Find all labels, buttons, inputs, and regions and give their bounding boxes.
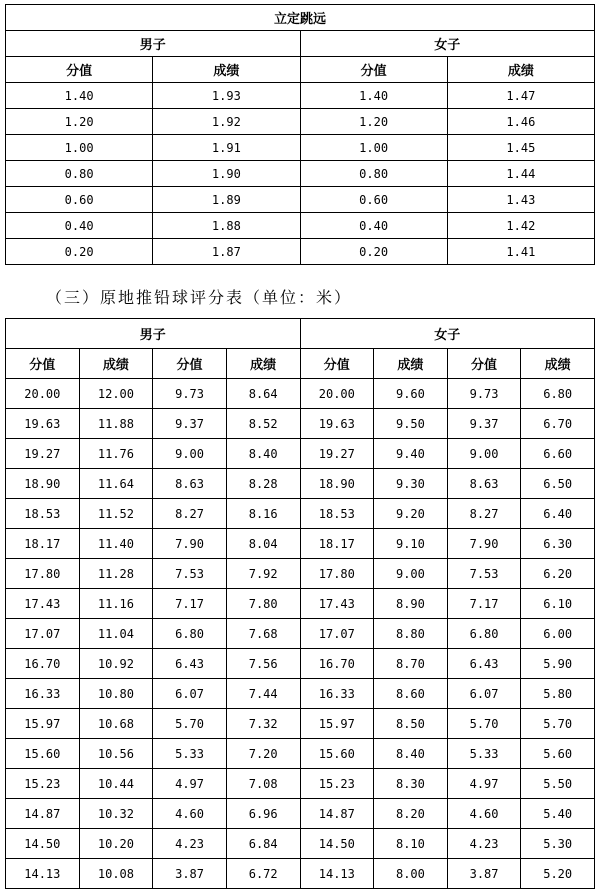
score-cell: 17.43 <box>6 589 80 619</box>
column-header-score: 分值 <box>300 57 447 83</box>
table-row <box>6 409 595 439</box>
shot-put-table <box>5 318 595 889</box>
score-cell: 7.53 <box>447 559 521 589</box>
score-cell: 9.37 <box>447 409 521 439</box>
male-group-header: 男子 <box>6 319 301 349</box>
score-cell: 0.40 <box>6 213 153 239</box>
column-header-result: 成绩 <box>226 349 300 379</box>
table-row <box>6 649 595 679</box>
result-cell: 11.88 <box>79 409 153 439</box>
score-cell: 6.07 <box>153 679 227 709</box>
result-cell: 1.47 <box>447 83 594 109</box>
result-cell: 11.64 <box>79 469 153 499</box>
table-row <box>6 589 595 619</box>
result-cell: 9.20 <box>374 499 448 529</box>
score-cell: 20.00 <box>300 379 374 409</box>
result-cell: 1.43 <box>447 187 594 213</box>
score-cell: 0.60 <box>300 187 447 213</box>
score-cell: 18.90 <box>300 469 374 499</box>
result-cell: 9.00 <box>374 559 448 589</box>
result-cell: 11.76 <box>79 439 153 469</box>
result-cell: 8.28 <box>226 469 300 499</box>
score-cell: 8.27 <box>447 499 521 529</box>
result-cell: 8.90 <box>374 589 448 619</box>
result-cell: 8.70 <box>374 649 448 679</box>
result-cell: 5.50 <box>521 769 595 799</box>
standing-jump-rows <box>6 83 595 265</box>
result-cell: 6.60 <box>521 439 595 469</box>
result-cell: 6.72 <box>226 859 300 889</box>
table-row <box>6 829 595 859</box>
result-cell: 6.70 <box>521 409 595 439</box>
score-cell: 5.70 <box>153 709 227 739</box>
result-cell: 1.91 <box>153 135 300 161</box>
table-row <box>6 709 595 739</box>
table-row <box>6 799 595 829</box>
result-cell: 8.52 <box>226 409 300 439</box>
score-cell: 14.50 <box>6 829 80 859</box>
score-cell: 19.63 <box>6 409 80 439</box>
score-cell: 5.33 <box>447 739 521 769</box>
score-cell: 5.70 <box>447 709 521 739</box>
result-cell: 8.80 <box>374 619 448 649</box>
score-cell: 3.87 <box>447 859 521 889</box>
score-cell: 1.00 <box>300 135 447 161</box>
table-row <box>6 769 595 799</box>
column-header-score: 分值 <box>6 349 80 379</box>
column-header-result: 成绩 <box>374 349 448 379</box>
score-cell: 0.40 <box>300 213 447 239</box>
score-cell: 7.17 <box>153 589 227 619</box>
score-cell: 7.90 <box>153 529 227 559</box>
score-cell: 0.80 <box>6 161 153 187</box>
result-cell: 9.60 <box>374 379 448 409</box>
result-cell: 6.80 <box>521 379 595 409</box>
result-cell: 6.20 <box>521 559 595 589</box>
result-cell: 7.08 <box>226 769 300 799</box>
score-cell: 9.73 <box>447 379 521 409</box>
column-header-result: 成绩 <box>153 57 300 83</box>
result-cell: 10.92 <box>79 649 153 679</box>
score-cell: 15.97 <box>300 709 374 739</box>
result-cell: 1.93 <box>153 83 300 109</box>
score-cell: 18.17 <box>300 529 374 559</box>
score-cell: 15.23 <box>6 769 80 799</box>
column-header-score: 分值 <box>6 57 153 83</box>
score-cell: 14.13 <box>300 859 374 889</box>
score-cell: 14.13 <box>6 859 80 889</box>
score-cell: 4.97 <box>447 769 521 799</box>
result-cell: 5.70 <box>521 709 595 739</box>
score-cell: 9.00 <box>447 439 521 469</box>
result-cell: 7.44 <box>226 679 300 709</box>
standing-jump-table <box>5 4 595 265</box>
result-cell: 8.64 <box>226 379 300 409</box>
score-cell: 19.27 <box>300 439 374 469</box>
score-cell: 6.07 <box>447 679 521 709</box>
table-row <box>6 679 595 709</box>
result-cell: 10.44 <box>79 769 153 799</box>
result-cell: 8.16 <box>226 499 300 529</box>
result-cell: 6.96 <box>226 799 300 829</box>
score-cell: 4.23 <box>447 829 521 859</box>
result-cell: 1.92 <box>153 109 300 135</box>
result-cell: 11.40 <box>79 529 153 559</box>
result-cell: 7.68 <box>226 619 300 649</box>
score-cell: 9.00 <box>153 439 227 469</box>
score-cell: 4.97 <box>153 769 227 799</box>
score-cell: 19.27 <box>6 439 80 469</box>
table-row <box>6 739 595 769</box>
score-cell: 14.87 <box>300 799 374 829</box>
result-cell: 1.90 <box>153 161 300 187</box>
score-cell: 16.33 <box>300 679 374 709</box>
score-cell: 4.60 <box>153 799 227 829</box>
result-cell: 7.56 <box>226 649 300 679</box>
score-cell: 7.17 <box>447 589 521 619</box>
result-cell: 6.84 <box>226 829 300 859</box>
score-cell: 17.80 <box>300 559 374 589</box>
male-group-header: 男子 <box>6 31 301 57</box>
result-cell: 8.50 <box>374 709 448 739</box>
score-cell: 6.80 <box>447 619 521 649</box>
result-cell: 10.68 <box>79 709 153 739</box>
result-cell: 8.30 <box>374 769 448 799</box>
result-cell: 8.60 <box>374 679 448 709</box>
result-cell: 5.90 <box>521 649 595 679</box>
result-cell: 10.08 <box>79 859 153 889</box>
column-header-result: 成绩 <box>447 57 594 83</box>
table-row <box>6 161 595 187</box>
score-cell: 18.17 <box>6 529 80 559</box>
result-cell: 7.92 <box>226 559 300 589</box>
score-cell: 7.90 <box>447 529 521 559</box>
result-cell: 1.45 <box>447 135 594 161</box>
table-row <box>6 83 595 109</box>
score-cell: 18.53 <box>6 499 80 529</box>
result-cell: 1.41 <box>447 239 594 265</box>
result-cell: 1.44 <box>447 161 594 187</box>
result-cell: 10.20 <box>79 829 153 859</box>
table-row <box>6 859 595 889</box>
result-cell: 6.10 <box>521 589 595 619</box>
female-group-header: 女子 <box>300 319 595 349</box>
table-row <box>6 239 595 265</box>
score-cell: 6.43 <box>447 649 521 679</box>
table-row <box>6 439 595 469</box>
score-cell: 5.33 <box>153 739 227 769</box>
score-cell: 1.20 <box>300 109 447 135</box>
result-cell: 12.00 <box>79 379 153 409</box>
result-cell: 7.32 <box>226 709 300 739</box>
score-cell: 1.20 <box>6 109 153 135</box>
result-cell: 8.20 <box>374 799 448 829</box>
result-cell: 7.80 <box>226 589 300 619</box>
score-cell: 16.33 <box>6 679 80 709</box>
result-cell: 5.60 <box>521 739 595 769</box>
score-cell: 17.80 <box>6 559 80 589</box>
score-cell: 8.63 <box>447 469 521 499</box>
score-cell: 9.37 <box>153 409 227 439</box>
result-cell: 8.00 <box>374 859 448 889</box>
score-cell: 15.97 <box>6 709 80 739</box>
score-cell: 15.60 <box>300 739 374 769</box>
score-cell: 1.00 <box>6 135 153 161</box>
result-cell: 8.40 <box>374 739 448 769</box>
score-cell: 19.63 <box>300 409 374 439</box>
result-cell: 11.28 <box>79 559 153 589</box>
result-cell: 8.10 <box>374 829 448 859</box>
score-cell: 14.50 <box>300 829 374 859</box>
score-cell: 6.80 <box>153 619 227 649</box>
column-header-score: 分值 <box>447 349 521 379</box>
score-cell: 3.87 <box>153 859 227 889</box>
score-cell: 17.07 <box>6 619 80 649</box>
score-cell: 15.23 <box>300 769 374 799</box>
table-row <box>6 213 595 239</box>
result-cell: 1.89 <box>153 187 300 213</box>
table-row <box>6 469 595 499</box>
result-cell: 6.50 <box>521 469 595 499</box>
result-cell: 5.40 <box>521 799 595 829</box>
score-cell: 6.43 <box>153 649 227 679</box>
score-cell: 14.87 <box>6 799 80 829</box>
result-cell: 10.32 <box>79 799 153 829</box>
score-cell: 4.60 <box>447 799 521 829</box>
score-cell: 18.53 <box>300 499 374 529</box>
result-cell: 11.16 <box>79 589 153 619</box>
score-cell: 0.20 <box>300 239 447 265</box>
table-row <box>6 109 595 135</box>
shot-put-rows <box>6 379 595 889</box>
result-cell: 5.80 <box>521 679 595 709</box>
result-cell: 10.56 <box>79 739 153 769</box>
result-cell: 1.42 <box>447 213 594 239</box>
column-header-result: 成绩 <box>521 349 595 379</box>
score-cell: 9.73 <box>153 379 227 409</box>
result-cell: 1.88 <box>153 213 300 239</box>
result-cell: 5.30 <box>521 829 595 859</box>
score-cell: 17.07 <box>300 619 374 649</box>
result-cell: 11.52 <box>79 499 153 529</box>
score-cell: 16.70 <box>6 649 80 679</box>
result-cell: 10.80 <box>79 679 153 709</box>
score-cell: 8.63 <box>153 469 227 499</box>
shot-put-caption: （三）原地推铅球评分表（单位：米） <box>46 288 353 307</box>
result-cell: 6.40 <box>521 499 595 529</box>
result-cell: 5.20 <box>521 859 595 889</box>
score-cell: 0.80 <box>300 161 447 187</box>
score-cell: 0.20 <box>6 239 153 265</box>
column-header-result: 成绩 <box>79 349 153 379</box>
result-cell: 6.30 <box>521 529 595 559</box>
result-cell: 1.46 <box>447 109 594 135</box>
score-cell: 1.40 <box>6 83 153 109</box>
score-cell: 4.23 <box>153 829 227 859</box>
score-cell: 17.43 <box>300 589 374 619</box>
table-row <box>6 619 595 649</box>
column-header-score: 分值 <box>153 349 227 379</box>
table-row <box>6 529 595 559</box>
standing-jump-title: 立定跳远 <box>6 5 595 31</box>
score-cell: 15.60 <box>6 739 80 769</box>
score-cell: 18.90 <box>6 469 80 499</box>
score-cell: 20.00 <box>6 379 80 409</box>
result-cell: 6.00 <box>521 619 595 649</box>
table-row <box>6 499 595 529</box>
result-cell: 9.30 <box>374 469 448 499</box>
table-row <box>6 135 595 161</box>
table-row <box>6 187 595 213</box>
score-cell: 0.60 <box>6 187 153 213</box>
score-cell: 7.53 <box>153 559 227 589</box>
result-cell: 9.40 <box>374 439 448 469</box>
result-cell: 9.50 <box>374 409 448 439</box>
result-cell: 11.04 <box>79 619 153 649</box>
female-group-header: 女子 <box>300 31 595 57</box>
result-cell: 1.87 <box>153 239 300 265</box>
score-cell: 1.40 <box>300 83 447 109</box>
result-cell: 7.20 <box>226 739 300 769</box>
result-cell: 9.10 <box>374 529 448 559</box>
result-cell: 8.40 <box>226 439 300 469</box>
table-row <box>6 559 595 589</box>
column-header-score: 分值 <box>300 349 374 379</box>
score-cell: 16.70 <box>300 649 374 679</box>
score-cell: 8.27 <box>153 499 227 529</box>
result-cell: 8.04 <box>226 529 300 559</box>
table-row <box>6 379 595 409</box>
